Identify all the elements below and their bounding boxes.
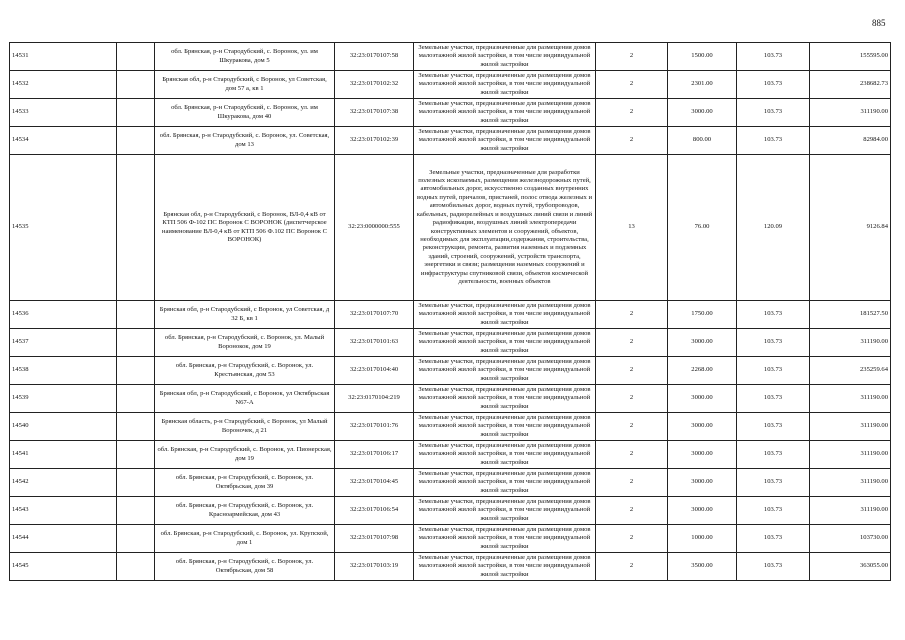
specific-value-cell: 103.73 <box>737 99 810 127</box>
table-row <box>10 497 891 525</box>
permitted-use-cell: Земельные участки, предназначенные для разработки полезных ископаемых, размещения железнодорожных путей, автомобильных дорог, искусственно созданных внутренних водных путей, причалов, пристаней, полос отвода железных и автомобильных дорог, водных путей, трубопроводов, кабельных, радиорелейных и воздушных линий связи и линий радиофикации, воздушных линий электропередачи конструктивных элементов и сооружений, объектов, необходимых для эксплуатации,содержания, строительства, реконструкции, ремонта, развития наземных и подземных зданий, строений, сооружений, устройств транспорта, энергетики и связи; размещения наземных сооружений и инфраструктуры спутниковой связи, объектов космической деятельности, военных объектов <box>414 155 596 301</box>
cadastral-value-cell: 9126.84 <box>810 155 891 301</box>
row-number-cell: 14543 <box>10 497 117 525</box>
cadastral-number-cell: 32:23:0170101:76 <box>335 413 414 441</box>
permitted-use-cell: Земельные участки, предназначенные для размещения домов малоэтажной жилой застройки, в том числе индивидуальной жилой застройки <box>414 71 596 99</box>
address-cell: обл. Брянская, р-н Стародубский, с. Воронок, ул. Октябрьская, дом 39 <box>155 469 335 497</box>
permitted-use-cell: Земельные участки, предназначенные для размещения домов малоэтажной жилой застройки, в том числе индивидуальной жилой застройки <box>414 301 596 329</box>
specific-value-cell: 120.09 <box>737 155 810 301</box>
cadastral-value-cell: 311190.00 <box>810 329 891 357</box>
table-row <box>10 553 891 581</box>
use-code-cell: 13 <box>596 155 668 301</box>
specific-value-cell: 103.73 <box>737 127 810 155</box>
area-cell: 1500.00 <box>668 43 737 71</box>
cadastral-value-cell: 311190.00 <box>810 497 891 525</box>
cadastral-number-cell: 32:23:0170107:70 <box>335 301 414 329</box>
area-cell: 3000.00 <box>668 441 737 469</box>
area-cell: 3000.00 <box>668 385 737 413</box>
table-row <box>10 99 891 127</box>
cadastral-value-cell: 82984.00 <box>810 127 891 155</box>
cadastral-number-cell: 32:23:0170104:219 <box>335 385 414 413</box>
cadastral-number-cell: 32:23:0170102:32 <box>335 71 414 99</box>
row-number-cell: 14539 <box>10 385 117 413</box>
permitted-use-cell: Земельные участки, предназначенные для размещения домов малоэтажной жилой застройки, в том числе индивидуальной жилой застройки <box>414 43 596 71</box>
spacer-cell <box>117 497 155 525</box>
cadastral-value-table <box>9 42 891 581</box>
spacer-cell <box>117 469 155 497</box>
area-cell: 3000.00 <box>668 413 737 441</box>
row-number-cell: 14544 <box>10 525 117 553</box>
use-code-cell: 2 <box>596 553 668 581</box>
cadastral-number-cell: 32:23:0170107:98 <box>335 525 414 553</box>
address-cell: Брянская обл, р-н Стародубский, с Воронок, ВЛ-0,4 кВ от КТП 506 Ф-102 ПС Воронок С ВОРОНОК (диспетчерское наименование ВЛ-0,4 кВ от КТП 506 Ф.102 ПС Воронок С ВОРОНОК) <box>155 155 335 301</box>
use-code-cell: 2 <box>596 43 668 71</box>
row-number-cell: 14533 <box>10 99 117 127</box>
area-cell: 800.00 <box>668 127 737 155</box>
specific-value-cell: 103.73 <box>737 301 810 329</box>
cadastral-value-cell: 155595.00 <box>810 43 891 71</box>
row-number-cell: 14534 <box>10 127 117 155</box>
use-code-cell: 2 <box>596 127 668 155</box>
address-cell: обл. Брянская, р-н Стародубский, с. Воронок, ул. Крестьянская, дом 53 <box>155 357 335 385</box>
table-row <box>10 469 891 497</box>
use-code-cell: 2 <box>596 525 668 553</box>
specific-value-cell: 103.73 <box>737 469 810 497</box>
row-number-cell: 14536 <box>10 301 117 329</box>
row-number-cell: 14537 <box>10 329 117 357</box>
area-cell: 3500.00 <box>668 553 737 581</box>
spacer-cell <box>117 413 155 441</box>
row-number-cell: 14531 <box>10 43 117 71</box>
cadastral-value-cell: 235259.64 <box>810 357 891 385</box>
table-row <box>10 127 891 155</box>
spacer-cell <box>117 357 155 385</box>
permitted-use-cell: Земельные участки, предназначенные для размещения домов малоэтажной жилой застройки, в том числе индивидуальной жилой застройки <box>414 99 596 127</box>
specific-value-cell: 103.73 <box>737 329 810 357</box>
spacer-cell <box>117 329 155 357</box>
use-code-cell: 2 <box>596 329 668 357</box>
area-cell: 3000.00 <box>668 329 737 357</box>
address-cell: обл. Брянская, р-н Стародубский, с. Воронок, ул. Малый Воронокок, дом 19 <box>155 329 335 357</box>
spacer-cell <box>117 127 155 155</box>
use-code-cell: 2 <box>596 99 668 127</box>
row-number-cell: 14532 <box>10 71 117 99</box>
address-cell: обл. Брянская, р-н Стародубский, с. Воронок, ул. им Шкуракова, дом 40 <box>155 99 335 127</box>
area-cell: 76.00 <box>668 155 737 301</box>
cadastral-value-cell: 311190.00 <box>810 99 891 127</box>
permitted-use-cell: Земельные участки, предназначенные для размещения домов малоэтажной жилой застройки, в том числе индивидуальной жилой застройки <box>414 385 596 413</box>
spacer-cell <box>117 385 155 413</box>
use-code-cell: 2 <box>596 469 668 497</box>
cadastral-number-cell: 32:23:0170106:54 <box>335 497 414 525</box>
row-number-cell: 14542 <box>10 469 117 497</box>
cadastral-value-cell: 311190.00 <box>810 385 891 413</box>
permitted-use-cell: Земельные участки, предназначенные для размещения домов малоэтажной жилой застройки, в том числе индивидуальной жилой застройки <box>414 497 596 525</box>
permitted-use-cell: Земельные участки, предназначенные для размещения домов малоэтажной жилой застройки, в том числе индивидуальной жилой застройки <box>414 413 596 441</box>
address-cell: обл. Брянская, р-н Стародубский, с. Воронок, ул. Крупской, дом 1 <box>155 525 335 553</box>
cadastral-number-cell: 32:23:0000000:555 <box>335 155 414 301</box>
address-cell: Брянская обл, р-н Стародубский, с Воронок, ул Октябрьская N67-А <box>155 385 335 413</box>
table-row <box>10 525 891 553</box>
cadastral-value-cell: 311190.00 <box>810 441 891 469</box>
use-code-cell: 2 <box>596 71 668 99</box>
area-cell: 3000.00 <box>668 99 737 127</box>
table-row <box>10 413 891 441</box>
table-row <box>10 43 891 71</box>
permitted-use-cell: Земельные участки, предназначенные для размещения домов малоэтажной жилой застройки, в том числе индивидуальной жилой застройки <box>414 525 596 553</box>
spacer-cell <box>117 301 155 329</box>
specific-value-cell: 103.73 <box>737 385 810 413</box>
cadastral-number-cell: 32:23:0170107:38 <box>335 99 414 127</box>
use-code-cell: 2 <box>596 413 668 441</box>
cadastral-value-cell: 181527.50 <box>810 301 891 329</box>
address-cell: Брянская обл, р-н Стародубский, с Воронок, ул Советская, дом 57 а, кв 1 <box>155 71 335 99</box>
address-cell: Брянская область, р-н Стародубский, с Воронок, ул Малый Вороночек, д 21 <box>155 413 335 441</box>
area-cell: 1750.00 <box>668 301 737 329</box>
cadastral-number-cell: 32:23:0170104:40 <box>335 357 414 385</box>
specific-value-cell: 103.73 <box>737 553 810 581</box>
table-row <box>10 71 891 99</box>
cadastral-value-cell: 238682.73 <box>810 71 891 99</box>
table-row <box>10 329 891 357</box>
spacer-cell <box>117 525 155 553</box>
permitted-use-cell: Земельные участки, предназначенные для размещения домов малоэтажной жилой застройки, в том числе индивидуальной жилой застройки <box>414 553 596 581</box>
cadastral-number-cell: 32:23:0170103:19 <box>335 553 414 581</box>
table-body <box>10 43 891 581</box>
cadastral-number-cell: 32:23:0170101:63 <box>335 329 414 357</box>
address-cell: обл. Брянская, р-н Стародубский, с. Воронок, ул. им Шкуракова, дом 5 <box>155 43 335 71</box>
use-code-cell: 2 <box>596 497 668 525</box>
area-cell: 2268.00 <box>668 357 737 385</box>
spacer-cell <box>117 441 155 469</box>
use-code-cell: 2 <box>596 385 668 413</box>
address-cell: Брянская обл, р-н Стародубский, с Воронок, ул Советская, д 32 Б, кв 1 <box>155 301 335 329</box>
area-cell: 1000.00 <box>668 525 737 553</box>
cadastral-number-cell: 32:23:0170107:58 <box>335 43 414 71</box>
address-cell: обл. Брянская, р-н Стародубский, с. Воронок, ул. Красноармейская, дом 43 <box>155 497 335 525</box>
row-number-cell: 14538 <box>10 357 117 385</box>
address-cell: обл. Брянская, р-н Стародубский, с. Воронок, ул. Пионерская, дом 19 <box>155 441 335 469</box>
spacer-cell <box>117 99 155 127</box>
table-row <box>10 357 891 385</box>
address-cell: обл. Брянская, р-н Стародубский, с. Воронок, ул. Советская, дом 13 <box>155 127 335 155</box>
permitted-use-cell: Земельные участки, предназначенные для размещения домов малоэтажной жилой застройки, в том числе индивидуальной жилой застройки <box>414 469 596 497</box>
specific-value-cell: 103.73 <box>737 413 810 441</box>
cadastral-value-cell: 311190.00 <box>810 469 891 497</box>
cadastral-value-cell: 103730.00 <box>810 525 891 553</box>
spacer-cell <box>117 43 155 71</box>
row-number-cell: 14545 <box>10 553 117 581</box>
area-cell: 2301.00 <box>668 71 737 99</box>
page-number: 885 <box>872 18 886 28</box>
row-number-cell: 14535 <box>10 155 117 301</box>
permitted-use-cell: Земельные участки, предназначенные для размещения домов малоэтажной жилой застройки, в том числе индивидуальной жилой застройки <box>414 441 596 469</box>
spacer-cell <box>117 71 155 99</box>
table-row <box>10 155 891 301</box>
specific-value-cell: 103.73 <box>737 525 810 553</box>
use-code-cell: 2 <box>596 357 668 385</box>
use-code-cell: 2 <box>596 441 668 469</box>
cadastral-value-cell: 311190.00 <box>810 413 891 441</box>
row-number-cell: 14541 <box>10 441 117 469</box>
table-row <box>10 301 891 329</box>
cadastral-value-cell: 363055.00 <box>810 553 891 581</box>
permitted-use-cell: Земельные участки, предназначенные для размещения домов малоэтажной жилой застройки, в том числе индивидуальной жилой застройки <box>414 329 596 357</box>
use-code-cell: 2 <box>596 301 668 329</box>
specific-value-cell: 103.73 <box>737 43 810 71</box>
specific-value-cell: 103.73 <box>737 71 810 99</box>
spacer-cell <box>117 155 155 301</box>
spacer-cell <box>117 553 155 581</box>
permitted-use-cell: Земельные участки, предназначенные для размещения домов малоэтажной жилой застройки, в том числе индивидуальной жилой застройки <box>414 357 596 385</box>
area-cell: 3000.00 <box>668 469 737 497</box>
table-row <box>10 385 891 413</box>
cadastral-number-cell: 32:23:0170102:39 <box>335 127 414 155</box>
specific-value-cell: 103.73 <box>737 357 810 385</box>
permitted-use-cell: Земельные участки, предназначенные для размещения домов малоэтажной жилой застройки, в том числе индивидуальной жилой застройки <box>414 127 596 155</box>
area-cell: 3000.00 <box>668 497 737 525</box>
cadastral-number-cell: 32:23:0170106:17 <box>335 441 414 469</box>
specific-value-cell: 103.73 <box>737 497 810 525</box>
table-row <box>10 441 891 469</box>
specific-value-cell: 103.73 <box>737 441 810 469</box>
address-cell: обл. Брянская, р-н Стародубский, с. Воронок, ул. Октябрьская, дом 58 <box>155 553 335 581</box>
row-number-cell: 14540 <box>10 413 117 441</box>
cadastral-number-cell: 32:23:0170104:45 <box>335 469 414 497</box>
